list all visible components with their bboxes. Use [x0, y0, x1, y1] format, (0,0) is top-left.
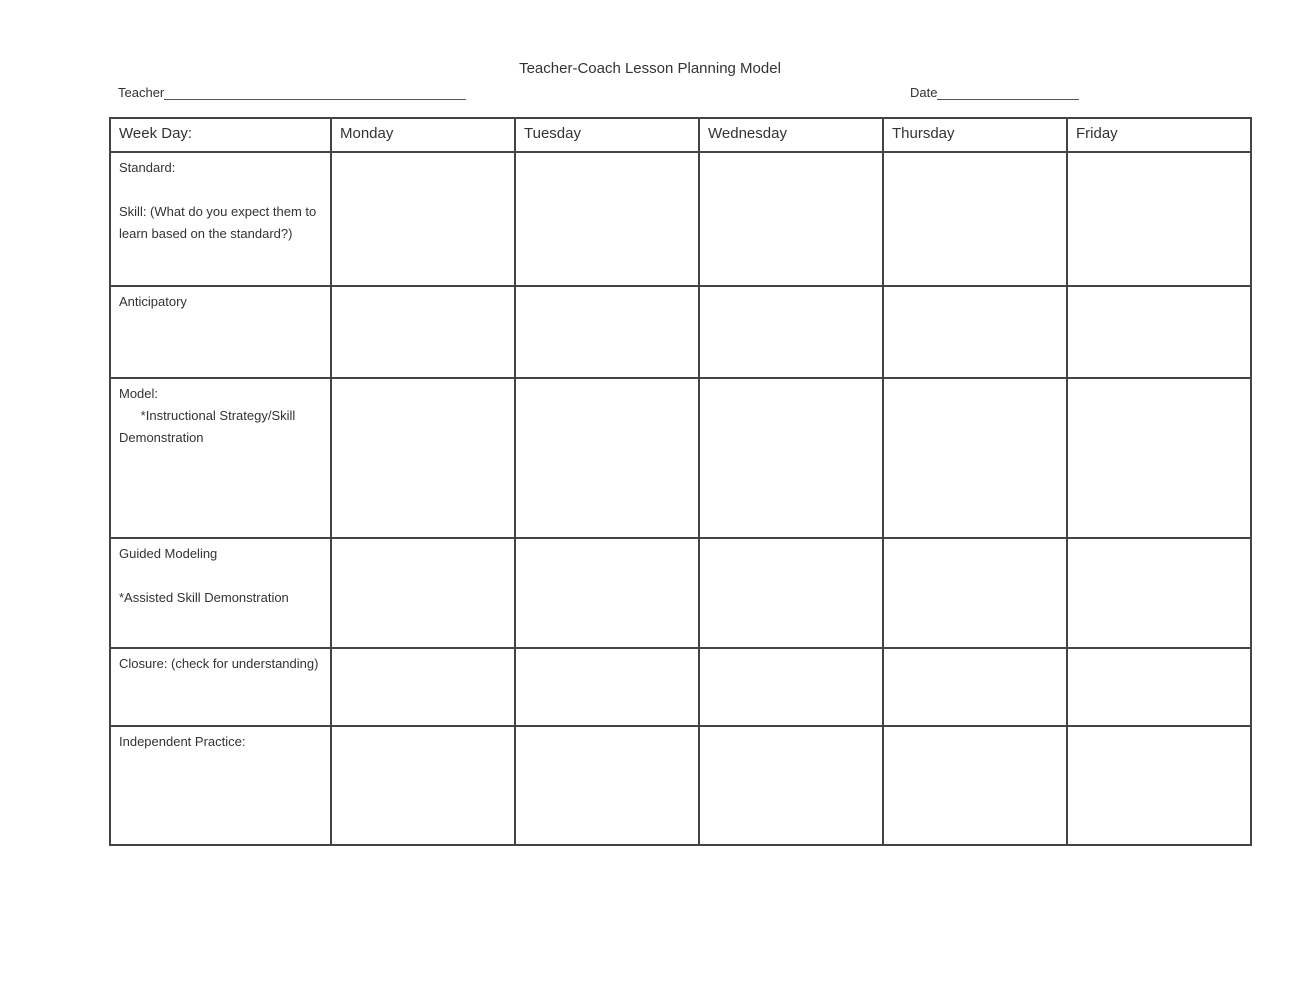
- table-row: [110, 378, 1251, 538]
- teacher-field[interactable]: [118, 85, 466, 100]
- plan-cell[interactable]: [883, 726, 1067, 845]
- row-label-line: *Instructional Strategy/Skill Demonstration: [119, 408, 299, 445]
- plan-cell[interactable]: [699, 378, 883, 538]
- row-label-line: Guided Modeling: [119, 546, 218, 561]
- plan-cell[interactable]: [331, 648, 515, 726]
- day-header: Wednesday: [699, 118, 883, 152]
- row-label: [110, 726, 331, 845]
- plan-cell[interactable]: [883, 286, 1067, 378]
- document-title: Teacher-Coach Lesson Planning Model: [519, 60, 781, 77]
- plan-cell[interactable]: [515, 648, 699, 726]
- row-label: [110, 378, 331, 538]
- plan-cell[interactable]: [331, 378, 515, 538]
- row-label: [110, 286, 331, 378]
- table-row: [110, 538, 1251, 648]
- plan-cell[interactable]: [331, 152, 515, 286]
- day-header: Monday: [331, 118, 515, 152]
- table-row: [110, 286, 1251, 378]
- week-day-label: Week Day:: [110, 118, 331, 152]
- plan-cell[interactable]: [699, 286, 883, 378]
- table-row: [110, 726, 1251, 845]
- day-header: Friday: [1067, 118, 1251, 152]
- plan-cell[interactable]: [515, 726, 699, 845]
- plan-cell[interactable]: [331, 538, 515, 648]
- plan-cell[interactable]: [883, 538, 1067, 648]
- day-header: Tuesday: [515, 118, 699, 152]
- plan-cell[interactable]: [699, 538, 883, 648]
- plan-cell[interactable]: [515, 378, 699, 538]
- table-row: [110, 152, 1251, 286]
- table-row: [110, 648, 1251, 726]
- row-label-line: *Assisted Skill Demonstration: [119, 590, 289, 605]
- plan-cell[interactable]: [515, 286, 699, 378]
- row-label-line: [119, 565, 322, 587]
- plan-cell[interactable]: [1067, 648, 1251, 726]
- plan-cell[interactable]: [1067, 538, 1251, 648]
- lesson-plan-table: [109, 117, 1252, 846]
- row-label-line: Independent Practice:: [119, 734, 246, 749]
- row-label-line: Anticipatory: [119, 294, 187, 309]
- teacher-label: Teacher: [118, 85, 165, 100]
- plan-cell[interactable]: [331, 726, 515, 845]
- date-blank-line: [937, 85, 1079, 100]
- plan-cell[interactable]: [883, 378, 1067, 538]
- row-label-line: Standard:: [119, 160, 176, 175]
- row-label-line: Model:: [119, 386, 159, 401]
- plan-cell[interactable]: [883, 152, 1067, 286]
- row-label-line: Skill: (What do you expect them to learn based on the standard?): [119, 204, 320, 241]
- plan-cell[interactable]: [883, 648, 1067, 726]
- date-label: Date: [910, 85, 938, 100]
- day-header: Thursday: [883, 118, 1067, 152]
- plan-cell[interactable]: [1067, 726, 1251, 845]
- plan-cell[interactable]: [699, 152, 883, 286]
- header-row: [110, 118, 1251, 152]
- row-label: [110, 538, 331, 648]
- plan-cell[interactable]: [1067, 378, 1251, 538]
- row-label: [110, 152, 331, 286]
- row-label-line: [119, 179, 322, 201]
- plan-cell[interactable]: [699, 648, 883, 726]
- plan-cell[interactable]: [515, 538, 699, 648]
- teacher-blank-line: [164, 85, 466, 100]
- plan-cell[interactable]: [515, 152, 699, 286]
- row-label-line: Closure: (check for understanding): [119, 656, 319, 671]
- date-field[interactable]: [910, 85, 1079, 100]
- plan-cell[interactable]: [1067, 152, 1251, 286]
- plan-cell[interactable]: [699, 726, 883, 845]
- plan-cell[interactable]: [1067, 286, 1251, 378]
- row-label: [110, 648, 331, 726]
- plan-cell[interactable]: [331, 286, 515, 378]
